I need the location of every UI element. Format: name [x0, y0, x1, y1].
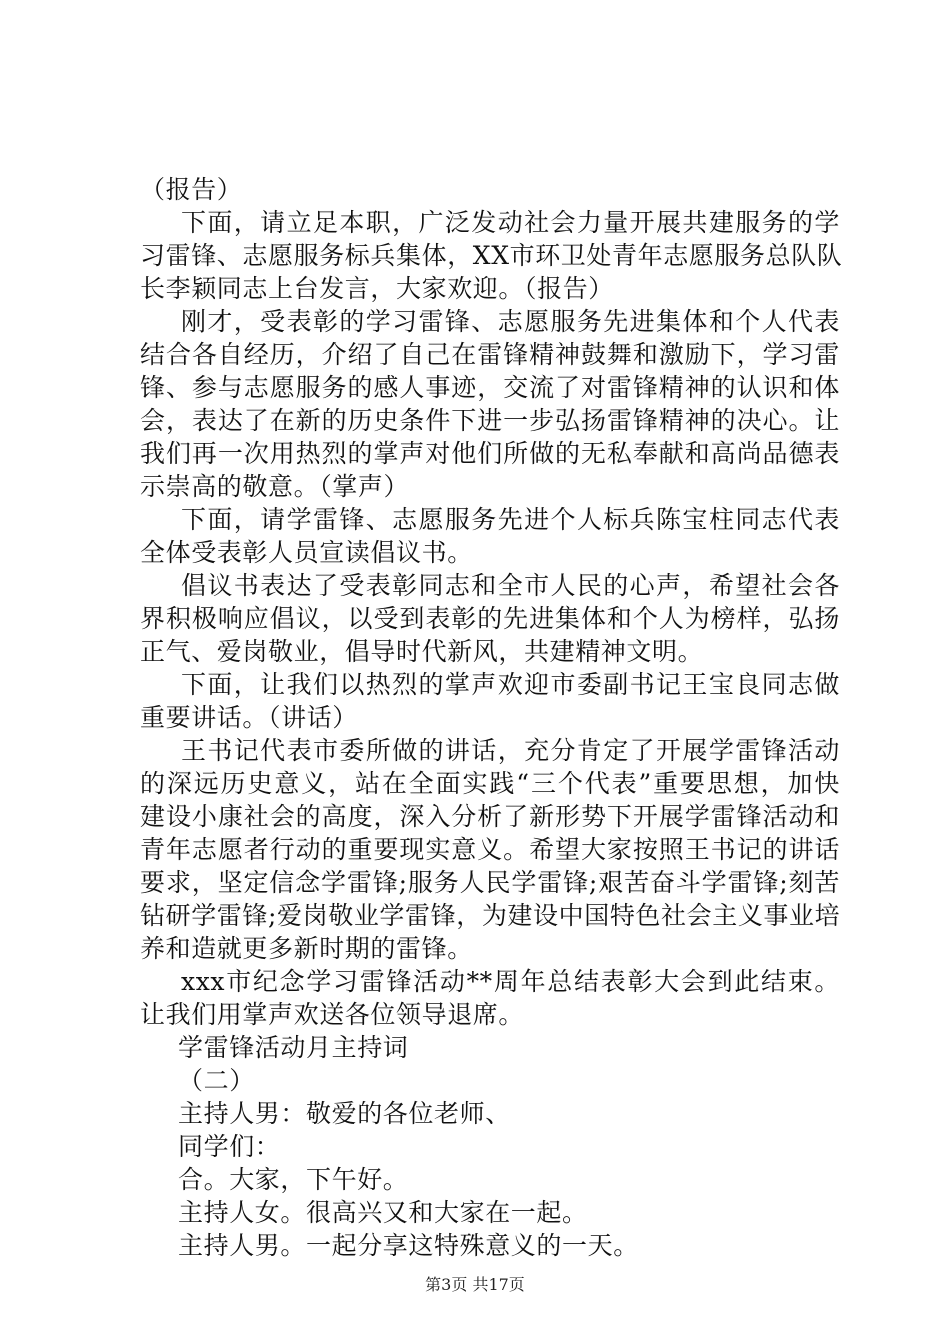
text-line: （报告）	[140, 175, 243, 204]
text-line: 下面，让我们以热烈的掌声欢迎市委副书记王宝良同志做	[181, 670, 840, 699]
text-line: 主持人男：敬爱的各位老师、	[178, 1099, 511, 1128]
text-line: 重要讲话。（讲话）	[140, 703, 358, 732]
text-line: 下面，请立足本职，广泛发动社会力量开展共建服务的学	[181, 208, 840, 237]
text-line: 我们再一次用热烈的掌声对他们所做的无私奉献和高尚品德表	[140, 439, 840, 468]
text-line: 建设小康社会的高度，深入分析了新形势下开展学雷锋活动和	[140, 802, 840, 831]
page-number: 第3页 共17页	[425, 1275, 525, 1294]
text-line: 倡议书表达了受表彰同志和全市人民的心声，希望社会各	[181, 571, 840, 600]
text-line: 学雷锋活动月主持词	[178, 1033, 409, 1062]
text-line: 合。大家，下午好。	[178, 1165, 409, 1194]
text-line: 界积极响应倡议，以受到表彰的先进集体和个人为榜样，弘扬	[140, 604, 840, 633]
text-line: 同学们：	[178, 1132, 281, 1161]
text-line: 养和造就更多新时期的雷锋。	[140, 934, 473, 963]
text-line: 的深远历史意义，站在全面实践“三个代表”重要思想，加快	[140, 769, 840, 798]
text-line: 结合各自经历，介绍了自己在雷锋精神鼓舞和激励下，学习雷	[140, 340, 840, 369]
text-line: 习雷锋、志愿服务标兵集体，XX市环卫处青年志愿服务总队队	[140, 241, 843, 270]
text-line: 让我们用掌声欢送各位领导退席。	[140, 1000, 525, 1029]
text-line: 下面，请学雷锋、志愿服务先进个人标兵陈宝柱同志代表	[181, 505, 840, 534]
text-line: 钻研学雷锋;爱岗敬业学雷锋，为建设中国特色社会主义事业培	[140, 901, 841, 930]
text-line: 示崇高的敬意。（掌声）	[140, 472, 410, 501]
text-line: xxx市纪念学习雷锋活动**周年总结表彰大会到此结束。	[181, 967, 840, 996]
text-line: 刚才，受表彰的学习雷锋、志愿服务先进集体和个人代表	[181, 307, 840, 336]
text-line: 长李颖同志上台发言，大家欢迎。（报告）	[140, 274, 614, 303]
text-line: 全体受表彰人员宣读倡议书。	[140, 538, 473, 567]
text-line: 主持人女。很高兴又和大家在一起。	[178, 1198, 588, 1227]
text-line: 会，表达了在新的历史条件下进一步弘扬雷锋精神的决心。让	[140, 406, 840, 435]
text-line: 主持人男。一起分享这特殊意义的一天。	[178, 1231, 639, 1260]
text-line: （二）	[178, 1066, 255, 1095]
text-line: 锋、参与志愿服务的感人事迹，交流了对雷锋精神的认识和体	[140, 373, 840, 402]
text-line: 青年志愿者行动的重要现实意义。希望大家按照王书记的讲话	[140, 835, 840, 864]
text-line: 要求，坚定信念学雷锋;服务人民学雷锋;艰苦奋斗学雷锋;刻苦	[140, 868, 840, 897]
text-line: 王书记代表市委所做的讲话，充分肯定了开展学雷锋活动	[181, 736, 840, 765]
text-line: 正气、爱岗敬业，倡导时代新风，共建精神文明。	[140, 637, 704, 666]
